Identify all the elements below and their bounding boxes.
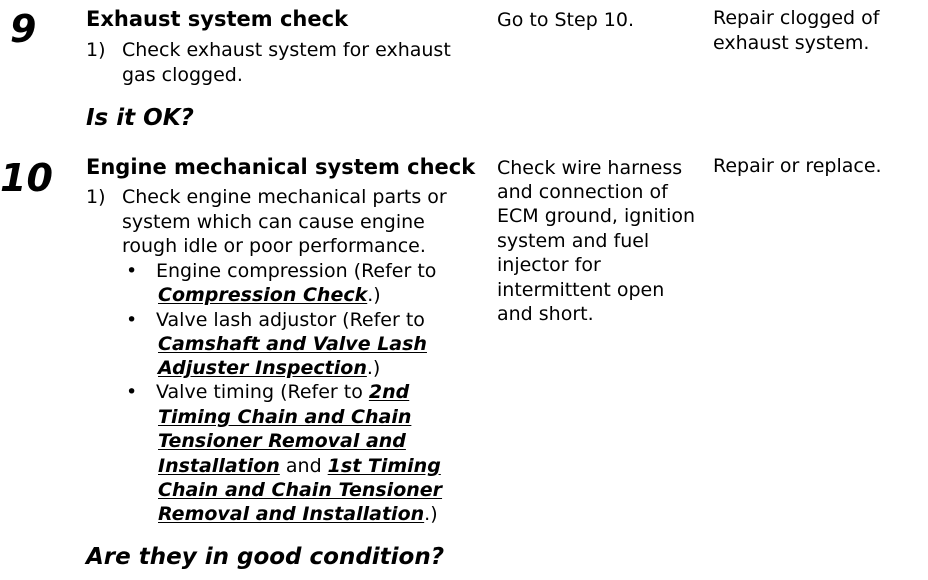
step-10-yes-line-4: system and fuel bbox=[497, 230, 650, 252]
step-10-question: Are they in good condition? bbox=[86, 544, 445, 570]
link-2nd-timing-chain[interactable]: Installation bbox=[158, 455, 280, 477]
step-number-10: 10 bbox=[0, 156, 53, 200]
step-9-action-line-1: 1) Check exhaust system for exhaust bbox=[86, 39, 451, 61]
step-9-title: Exhaust system check bbox=[86, 7, 349, 31]
step-10-no-action: Repair or replace. bbox=[713, 155, 882, 177]
step-9-item-number: 1) bbox=[86, 39, 106, 61]
bullet-valve-timing-line-5 bbox=[158, 478, 442, 502]
bullet-engine-compression: • Engine compression (Refer to bbox=[122, 259, 436, 283]
step-10-item-number: 1) bbox=[86, 186, 106, 208]
step-9-question: Is it OK? bbox=[86, 105, 194, 131]
link-2nd-timing-chain[interactable]: Tensioner Removal and bbox=[158, 430, 406, 452]
link-1st-timing-chain[interactable]: Removal and Installation bbox=[158, 503, 425, 525]
step-number-9: 9 bbox=[10, 7, 37, 51]
link-2nd-timing-chain[interactable]: 2nd bbox=[368, 381, 410, 403]
step-10-action-line-3: rough idle or poor performance. bbox=[122, 235, 426, 257]
bullet-marker: • bbox=[126, 381, 138, 403]
step-9-no-action-line-1: Repair clogged of bbox=[713, 7, 880, 29]
step-10-yes-line-1: Check wire harness bbox=[497, 157, 683, 179]
link-camshaft-valve-lash[interactable]: Camshaft and Valve Lash bbox=[158, 333, 427, 355]
bullet-valve-timing-line-2 bbox=[158, 405, 411, 429]
step-10-yes-line-3: ECM ground, ignition bbox=[497, 205, 696, 227]
bullet-valve-timing: • Valve timing (Refer to 2nd bbox=[122, 380, 409, 404]
bullet-engine-compression-cont: Compression Check.) bbox=[158, 284, 381, 306]
step-10-yes-line-2: and connection of bbox=[497, 181, 668, 203]
step-10-action-line-1: 1) Check engine mechanical parts or bbox=[86, 186, 447, 208]
bullet-marker: • bbox=[126, 309, 138, 331]
step-10-yes-line-5: injector for bbox=[497, 254, 601, 276]
step-10-yes-line-7: and short. bbox=[497, 303, 594, 325]
link-2nd-timing-chain[interactable]: Timing Chain and Chain bbox=[158, 406, 412, 428]
bullet-valve-timing-line-6: Removal and Installation.) bbox=[158, 503, 438, 525]
step-9-yes-action: Go to Step 10. bbox=[497, 9, 635, 31]
link-1st-timing-chain[interactable]: 1st Timing bbox=[327, 455, 441, 477]
bullet-valve-lash: • Valve lash adjustor (Refer to bbox=[122, 308, 425, 332]
link-compression-check[interactable]: Compression Check bbox=[158, 284, 368, 306]
step-10-action-line-2: system which can cause engine bbox=[122, 211, 425, 233]
step-9-action-line-2: gas clogged. bbox=[122, 64, 243, 86]
step-9-no-action-line-2: exhaust system. bbox=[713, 32, 870, 54]
bullet-valve-timing-line-3 bbox=[158, 429, 406, 453]
bullet-marker: • bbox=[126, 260, 138, 282]
link-adjuster-inspection[interactable]: Adjuster Inspection bbox=[158, 357, 367, 379]
bullet-valve-timing-line-4: Installation and 1st Timing bbox=[158, 455, 441, 477]
bullet-valve-lash-link-line-2: Adjuster Inspection.) bbox=[158, 357, 381, 379]
step-10-yes-line-6: intermittent open bbox=[497, 279, 665, 301]
step-10-title: Engine mechanical system check bbox=[86, 155, 476, 179]
link-1st-timing-chain[interactable]: Chain and Chain Tensioner bbox=[158, 479, 443, 501]
bullet-valve-lash-link-line-1 bbox=[158, 332, 427, 356]
